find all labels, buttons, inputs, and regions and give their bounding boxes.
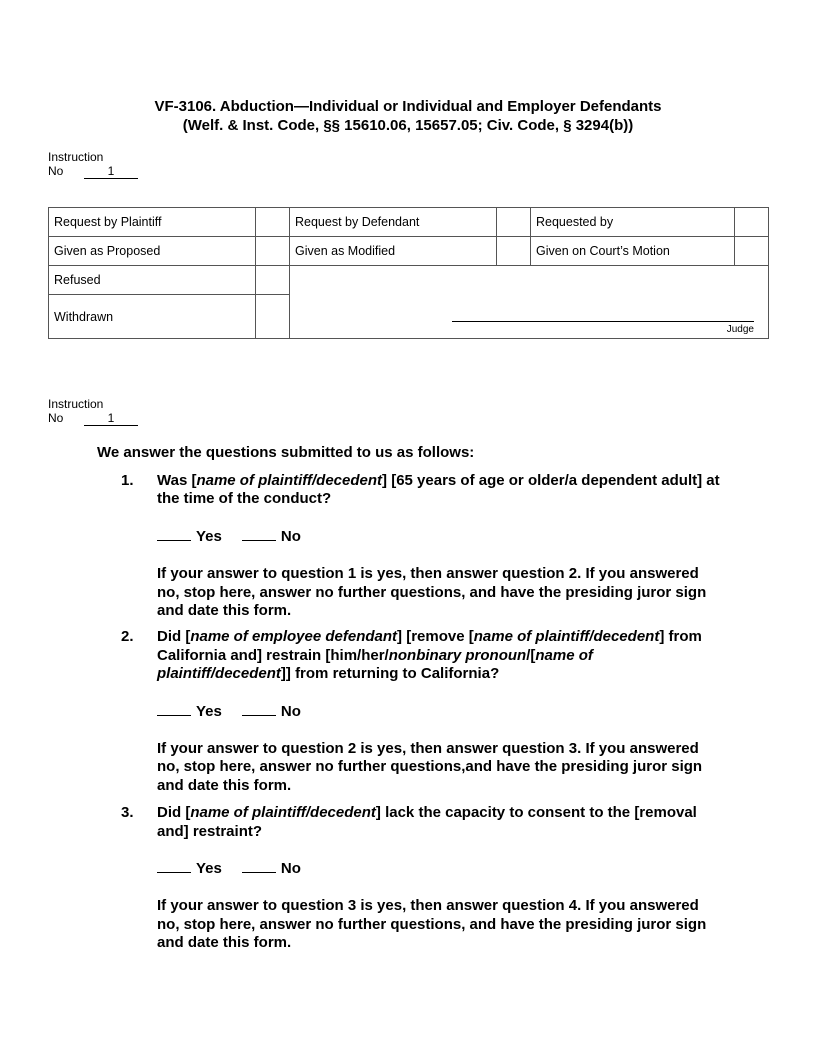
request-by-defendant-box[interactable] <box>497 208 531 237</box>
placeholder-text: name of plaintiff/decedent <box>190 803 376 821</box>
question-1 <box>121 472 721 509</box>
given-on-courts-motion-label: Given on Court’s Motion <box>531 237 735 266</box>
refused-label: Refused <box>49 266 256 295</box>
given-as-proposed-label: Given as Proposed <box>49 237 256 266</box>
form-title: VF-3106. Abduction—Individual or Individual and Employer Defendants <box>154 98 662 115</box>
withdrawn-label: Withdrawn <box>49 295 256 339</box>
judge-label: Judge <box>726 324 754 335</box>
question-number: 3. <box>121 803 134 821</box>
no-label: No <box>280 703 301 721</box>
given-as-modified-label: Given as Modified <box>290 237 497 266</box>
question-2 <box>121 628 721 684</box>
request-by-plaintiff-label: Request by Plaintiff <box>49 208 256 237</box>
instruction-number: 1 <box>84 165 138 179</box>
instruction-number-bottom <box>48 397 248 426</box>
given-as-proposed-box[interactable] <box>256 237 290 266</box>
form-citation: (Welf. & Inst. Code, §§ 15610.06, 15657.05; Civ. Code, § 3294(b)) <box>182 117 634 134</box>
answer-1 <box>157 527 557 547</box>
refused-box[interactable] <box>256 266 290 295</box>
request-by-defendant-label: Request by Defendant <box>290 208 497 237</box>
question-text <box>157 804 721 841</box>
question-text-segment: ] from California and] restrain [him/her/ <box>157 627 702 664</box>
no-blank[interactable] <box>242 702 276 716</box>
no-label: No <box>48 411 64 425</box>
no-blank[interactable] <box>242 859 276 873</box>
question-3 <box>121 804 721 841</box>
instruction-label: Instruction <box>48 397 104 411</box>
verdict-form <box>0 444 816 953</box>
followup-2: If your answer to question 2 is yes, then answer question 3. If you answered no, stop here, answer no further questions,and have the presiding juror sign and date this form. <box>157 739 703 795</box>
instruction-number-top <box>48 150 248 179</box>
given-on-courts-motion-box[interactable] <box>735 237 769 266</box>
question-number: 1. <box>121 471 134 489</box>
question-text-segment: /[ <box>526 646 536 664</box>
followup-1: If your answer to question 1 is yes, then answer question 2. If you answered no, stop here, answer no further questions, and have the presiding juror sign and date this form. <box>157 564 707 620</box>
instruction-disposition-table <box>48 207 769 339</box>
question-text-segment: ]] from returning to California? <box>280 665 500 683</box>
no-label: No <box>48 164 64 178</box>
question-number: 2. <box>121 627 134 645</box>
placeholder-text: nonbinary pronoun <box>388 646 527 664</box>
request-by-plaintiff-box[interactable] <box>256 208 290 237</box>
no-blank[interactable] <box>242 527 276 541</box>
question-text-segment: ] lack the capacity to consent to the [removal and] restraint? <box>157 803 697 840</box>
question-text <box>157 472 721 509</box>
question-text-segment: ] [65 years of age or older/a dependent adult] at the time of the conduct? <box>157 471 720 508</box>
instruction-number: 1 <box>84 412 138 426</box>
yes-blank[interactable] <box>157 702 191 716</box>
question-text-segment: Did [ <box>157 803 191 821</box>
judge-signature-line <box>452 321 754 322</box>
given-as-modified-box[interactable] <box>497 237 531 266</box>
placeholder-text: name of plaintiff/decedent <box>473 627 660 645</box>
no-label: No <box>280 860 301 878</box>
yes-label: Yes <box>196 703 222 721</box>
verdict-intro: We answer the questions submitted to us as follows: <box>97 444 475 461</box>
placeholder-text: name of plaintiff/decedent <box>196 471 383 489</box>
yes-blank[interactable] <box>157 527 191 541</box>
placeholder-text: name of plaintiff/decedent <box>157 646 593 683</box>
placeholder-text: name of employee defendant <box>190 627 398 645</box>
no-label: No <box>280 528 301 546</box>
question-text <box>157 628 721 684</box>
yes-label: Yes <box>196 860 222 878</box>
instruction-label: Instruction <box>48 150 104 164</box>
withdrawn-box[interactable] <box>256 295 290 339</box>
question-text-segment: Did [ <box>157 627 191 645</box>
judge-signature-cell[interactable] <box>290 266 769 339</box>
requested-by-label: Requested by <box>531 208 735 237</box>
question-text-segment: ] [remove [ <box>397 627 474 645</box>
yes-blank[interactable] <box>157 859 191 873</box>
requested-by-box[interactable] <box>735 208 769 237</box>
answer-3 <box>157 859 557 879</box>
answer-2 <box>157 702 557 722</box>
yes-label: Yes <box>196 528 222 546</box>
followup-3: If your answer to question 3 is yes, then answer question 4. If you answered no, stop here, answer no further questions, and have the presiding juror sign and date this form. <box>157 896 707 952</box>
question-text-segment: Was [ <box>157 471 197 489</box>
